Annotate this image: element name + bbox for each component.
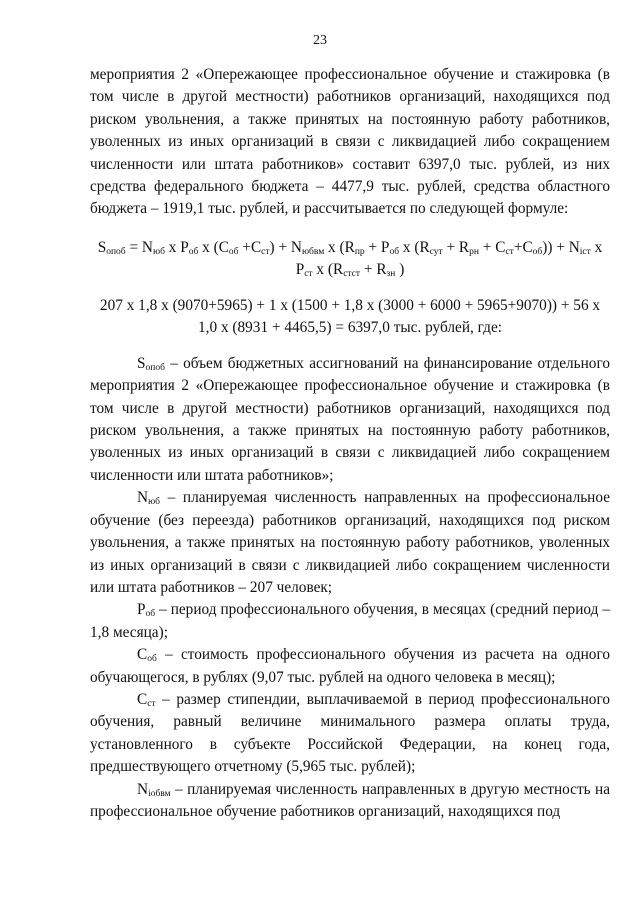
definition-item <box>90 779 610 824</box>
formula-term: + C <box>478 238 506 256</box>
formula-term: = N <box>125 238 153 256</box>
formula-subscript: зн <box>386 268 396 279</box>
intro-paragraph: мероприятия 2 «Опережающее профессиональное обучение и стажировка (в том числе в другой местности) работников организаций, находящихся под риском увольнения, а также принятых на постоянную работу работников, уволенных из иных организаций в связи с ликвидацией либо сокращением численности или штата работников» составит 6397,0 тыс. рублей, из них средства федерального бюджета – 4477,9 тыс. рублей, средства областного бюджета – 1919,1 тыс. рублей, и рассчитывается по следующей формуле: <box>90 66 610 218</box>
formula-subscript: об <box>188 246 199 257</box>
formula-term: x <box>590 238 603 256</box>
formula-subscript: стст <box>343 268 361 279</box>
formula-subscript: iст <box>579 246 591 257</box>
formula-subscript: сут <box>429 246 443 257</box>
definition-text: – размер стипендии, выплачиваемой в период профессионального обучения, равный величине минимального размера оплаты труда, установленного в субъекте Российской Федерации, на конец года, предшествующего отчетному (5,965 тыс. рублей); <box>90 690 610 776</box>
formula-term: ) <box>395 260 405 278</box>
formula-line-1 <box>90 237 610 259</box>
formula-subscript: ст <box>304 268 313 279</box>
formula-subscript: пр <box>354 246 365 257</box>
definition-item <box>90 689 610 779</box>
definition-text: – объем бюджетных ассигнований на финансирование отдельного мероприятия 2 «Опережающее профессиональное обучение и стажировка (в том числе в другой местности) работников организаций, находящихся под риском увольнения, а также принятых на постоянную работу работников, уволенных из иных организаций в связи с ликвидацией либо сокращением численности или штата работников»; <box>90 354 610 484</box>
formula-calculation <box>90 295 610 339</box>
formula-term: S <box>97 238 107 256</box>
formula-subscript: рн <box>469 246 479 257</box>
formula-subscript: ст <box>261 246 270 257</box>
definition-symbol: N <box>137 489 149 507</box>
definition-text: – планируемая численность направленных в другую местность на профессиональное обучение работников организаций, находящихся под <box>90 780 610 820</box>
definition-symbol: C <box>137 690 148 708</box>
definition-symbol-subscript: ст <box>147 698 156 709</box>
definition-symbol: P <box>137 601 146 619</box>
budget-formula <box>90 237 610 281</box>
definition-text: – планируемая численность направленных на профессиональное обучение (без переезда) работников организаций, находящихся под риском увольнения, а также принятых на постоянную работу работников, уволенных из иных организаций в связи с ликвидацией либо сокращением численности или штата работников – 207 человек; <box>90 489 610 596</box>
formula-term: P <box>295 260 305 278</box>
definition-item <box>90 644 610 689</box>
definition-item <box>90 487 610 599</box>
document-body <box>90 64 610 823</box>
definitions-list <box>90 353 610 824</box>
formula-subscript: юбвм <box>301 246 325 257</box>
definition-symbol-subscript: iобвм <box>148 788 171 799</box>
formula-term: x P <box>164 238 189 256</box>
formula-term: ) + N <box>269 238 302 256</box>
definition-symbol: N <box>137 780 149 798</box>
formula-term: + R <box>360 260 387 278</box>
definition-symbol-subscript: юб <box>148 497 160 508</box>
formula-term: x (C <box>198 238 229 256</box>
formula-subscript: опоб <box>106 246 126 257</box>
definition-text: – стоимость профессионального обучения из расчета на одного обучающегося, в рублях (9,07 тыс. рублей на одного человека в месяц); <box>90 646 610 686</box>
formula-subscript: об <box>228 246 239 257</box>
definition-symbol: S <box>137 354 146 372</box>
formula-subscript: ст <box>505 246 514 257</box>
formula-term: + P <box>364 238 390 256</box>
formula-term: x (R <box>312 260 344 278</box>
calculation-line-2: 1,0 x (8931 + 4465,5) = 6397,0 тыс. рублей, где: <box>198 318 502 336</box>
calculation-line-1: 207 x 1,8 x (9070+5965) + 1 x (1500 + 1,8 x (3000 + 6000 + 5965+9070)) + 56 x <box>99 296 601 314</box>
formula-line-2 <box>90 259 610 281</box>
definition-symbol-subscript: об <box>147 654 157 665</box>
definition-text: – период профессионального обучения, в месяцах (средний период – 1,8 месяца); <box>90 601 610 641</box>
page-number: 23 <box>313 33 327 48</box>
definition-symbol: C <box>137 646 148 664</box>
definition-symbol-subscript: об <box>145 609 156 620</box>
formula-term: x (R <box>324 238 355 256</box>
formula-term: )) + N <box>542 238 580 256</box>
definition-symbol-subscript: опоб <box>145 362 165 373</box>
formula-subscript: об <box>532 246 543 257</box>
formula-subscript: юб <box>152 246 165 257</box>
definition-item <box>90 353 610 487</box>
formula-term: +C <box>238 238 262 256</box>
definition-item <box>90 599 610 644</box>
formula-subscript: об <box>389 246 400 257</box>
formula-term: x (R <box>399 238 430 256</box>
formula-term: + R <box>442 238 470 256</box>
formula-term: +C <box>513 238 533 256</box>
